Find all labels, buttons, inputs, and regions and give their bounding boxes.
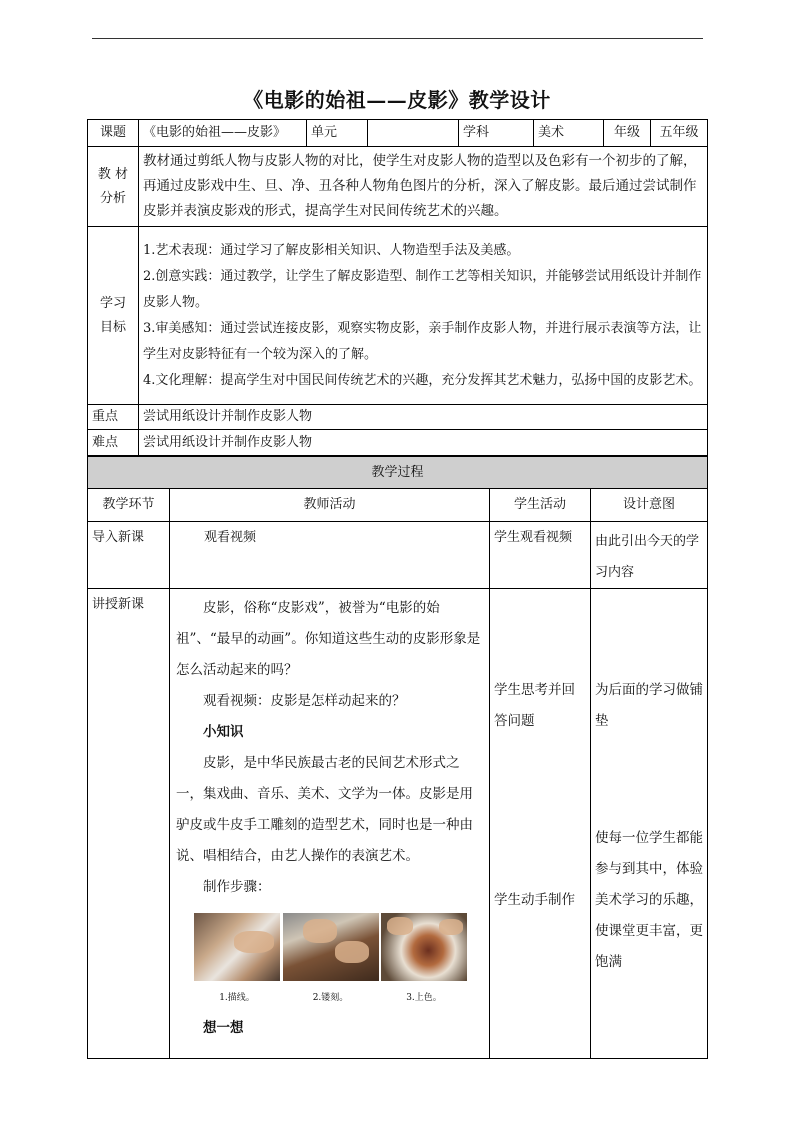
column-header: 设计意图 (591, 489, 708, 522)
subject-label: 学科 (459, 120, 534, 147)
intro-intent: 由此引出今天的学习内容 (591, 522, 708, 589)
goals-row (88, 227, 708, 405)
info-row (88, 120, 708, 147)
process-header-row (88, 457, 708, 489)
process-header: 教学过程 (88, 457, 708, 489)
knowledge-heading: 小知识 (203, 724, 244, 740)
goals-list (139, 227, 708, 405)
intro-row (88, 522, 708, 589)
tracing-photo (194, 913, 280, 981)
goal-item: 1.艺术表现：通过学习了解皮影相关知识、人物造型手法及美感。 (143, 242, 520, 258)
grade-label: 年级 (604, 120, 651, 147)
column-header: 教师活动 (170, 489, 490, 522)
lesson-info-table (87, 119, 708, 456)
unit-label: 单元 (307, 120, 368, 147)
analysis-text: 教材通过剪纸人物与皮影人物的对比，使学生对皮影人物的造型以及色彩有一个初步的了解，再通过皮影戏中生、旦、净、丑各种人物角色图片的分析，深入了解皮影。最后通过尝试制作皮影并表演皮影戏的形式，提高学生对民间传统艺术的兴趣。 (139, 147, 708, 227)
topic-label: 课题 (88, 120, 139, 147)
goal-item: 3.审美感知：通过尝试连接皮影，观察实物皮影，亲手制作皮影人物，并进行展示表演等方法，让学生对皮影特征有一个较为深入的了解。 (143, 320, 702, 362)
carving-photo (283, 913, 379, 981)
step-caption: 2.镂刻。 (312, 993, 349, 1003)
column-header-row (88, 489, 708, 522)
intent-participation: 使每一位学生都能参与到其中，体验美术学习的乐趣，使课堂更丰富，更饱满 (595, 830, 703, 970)
column-header: 学生活动 (490, 489, 591, 522)
intro-student: 学生观看视频 (490, 522, 591, 589)
lesson-teacher (170, 589, 490, 1059)
goals-label: 学习 目标 (88, 227, 139, 405)
goal-item: 2.创意实践：通过教学，让学生了解皮影造型、制作工艺等相关知识，并能够尝试用纸设计并制作皮影人物。 (143, 268, 702, 310)
topic-value: 《电影的始祖——皮影》 (139, 120, 307, 147)
intent-foundation: 为后面的学习做铺垫 (595, 682, 703, 729)
column-header: 教学环节 (88, 489, 170, 522)
lesson-stage: 讲授新课 (88, 589, 170, 1059)
difficulty-row (88, 430, 708, 456)
difficulty-text: 尝试用纸设计并制作皮影人物 (139, 430, 708, 456)
document-title: 《电影的始祖——皮影》教学设计 (243, 88, 551, 112)
step-caption: 3.上色。 (406, 993, 442, 1003)
step-figure (194, 913, 280, 1005)
key-point-row (88, 405, 708, 430)
think-heading: 想一想 (203, 1020, 244, 1036)
student-activity-make: 学生动手制作 (494, 892, 575, 908)
goal-item: 4.文化理解：提高学生对中国民间传统艺术的兴趣，充分发挥其艺术魅力，弘扬中国的皮影艺术。 (143, 372, 702, 388)
key-point-label: 重点 (88, 405, 139, 430)
step-figure (283, 913, 379, 1005)
analysis-label: 教 材 分析 (88, 147, 139, 227)
lesson-intent (591, 589, 708, 1059)
step-caption: 1.描线。 (219, 993, 255, 1003)
lesson-row (88, 589, 708, 1059)
unit-value (368, 120, 459, 147)
step-figure (381, 913, 467, 1005)
teaching-process-table (87, 456, 708, 1059)
steps-photos (176, 903, 483, 1005)
intro-stage: 导入新课 (88, 522, 170, 589)
header-rule (92, 38, 703, 39)
knowledge-paragraph: 皮影，是中华民族最古老的民间艺术形式之一，集戏曲、音乐、美术、文学为一体。皮影是用驴皮或牛皮手工雕刻的造型艺术，同时也是一种由说、唱相结合，由艺人操作的表演艺术。 (176, 755, 473, 864)
intro-teacher: 观看视频 (170, 522, 490, 589)
difficulty-label: 难点 (88, 430, 139, 456)
steps-heading: 制作步骤： (203, 879, 271, 895)
subject-value: 美术 (534, 120, 604, 147)
lesson-intro-paragraph: 皮影，俗称“皮影戏”，被誉为“电影的始祖”、“最早的动画”。你知道这些生动的皮影形象是怎么活动起来的吗？ (176, 600, 481, 678)
key-point-text: 尝试用纸设计并制作皮影人物 (139, 405, 708, 430)
student-activity-answer: 学生思考并回答问题 (494, 682, 575, 729)
grade-value: 五年级 (651, 120, 708, 147)
lesson-video-prompt: 观看视频：皮影是怎样动起来的？ (203, 693, 406, 709)
analysis-row (88, 147, 708, 227)
coloring-photo (381, 913, 467, 981)
lesson-student (490, 589, 591, 1059)
